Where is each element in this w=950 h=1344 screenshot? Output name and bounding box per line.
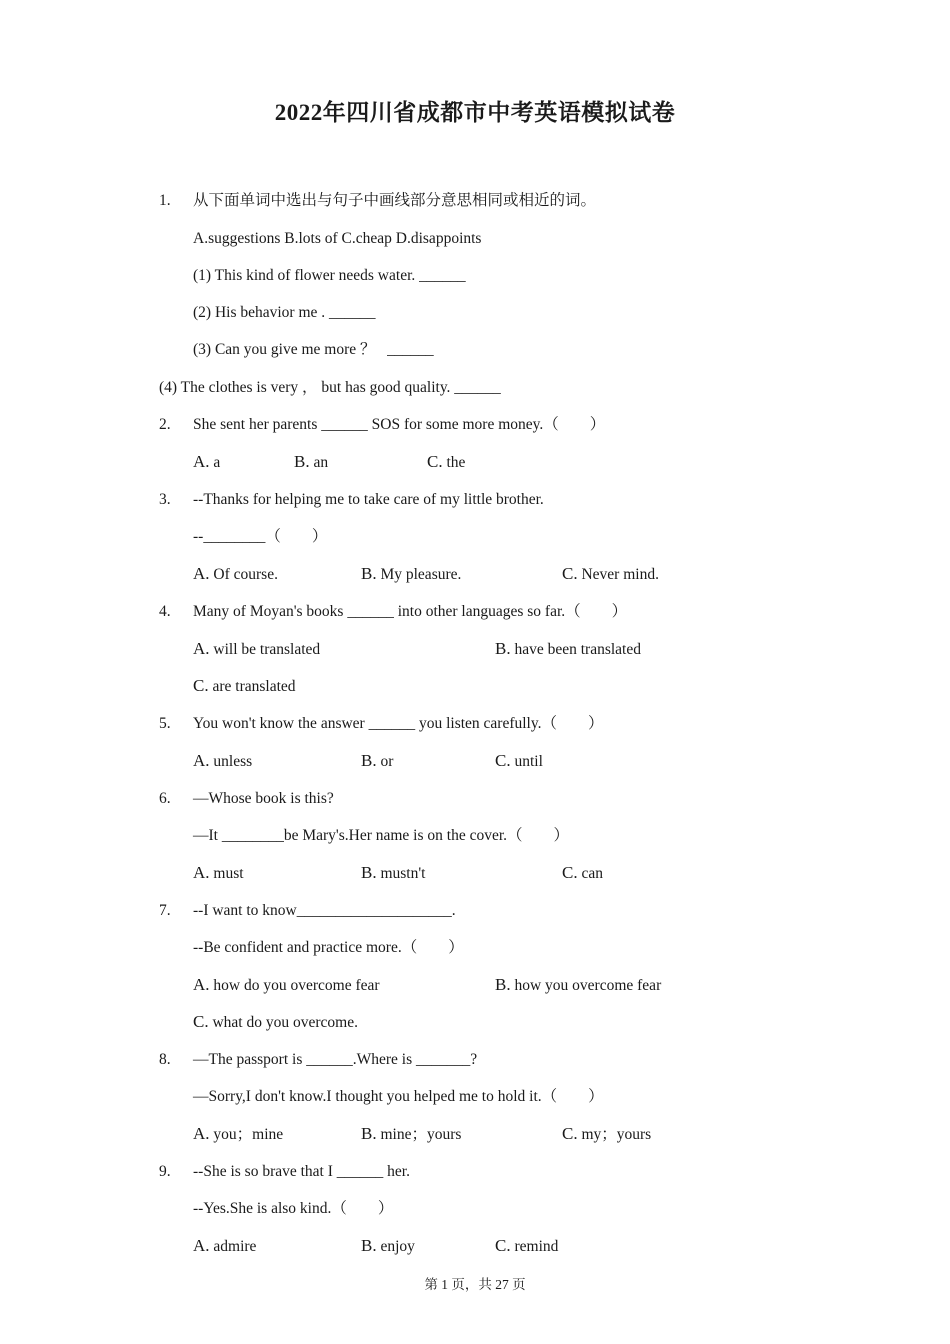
option-text: or [380,753,394,770]
question-stem: --She is so brave that I ______ her. [193,1163,410,1180]
option-a[interactable] [193,639,320,660]
option-b[interactable] [361,1236,415,1257]
question-stem-2: —Sorry,I don't know.I thought you helped me to hold it.（ ） [193,1088,604,1105]
page-title: 2022年四川省成都市中考英语模拟试卷 [274,100,676,125]
question-number: 7. [159,902,171,919]
question-prompt: 从下面单词中选出与句子中画线部分意思相同或相近的词。 [193,192,597,209]
question-number: 6. [159,790,171,807]
option-text: you；mine [213,1126,284,1143]
option-b[interactable] [361,564,461,585]
option-letter: C. [562,564,578,583]
option-letter: A. [193,751,210,770]
question-stem-2: --________（ ） [193,528,328,545]
option-letter: C. [427,452,443,471]
option-a[interactable] [193,1236,256,1257]
option-a[interactable] [193,751,252,772]
question-stem: You won't know the answer ______ you listen carefully.（ ） [193,715,604,732]
option-letter: A. [193,564,210,583]
question-number: 3. [159,491,171,508]
option-text: can [581,865,603,882]
option-text: how you overcome fear [514,977,662,994]
option-text: are translated [212,678,296,695]
option-letter: A. [193,1124,210,1143]
sentence-3: (3) Can you give me more ？ ______ [193,341,434,358]
question-stem: —The passport is ______.Where is _______? [193,1051,478,1068]
option-c[interactable] [495,751,543,772]
option-b[interactable] [361,863,425,884]
option-letter: B. [361,564,377,583]
option-letter: A. [193,452,210,471]
option-b[interactable] [495,975,661,996]
option-a[interactable] [193,863,244,884]
sentence-2: (2) His behavior me . ______ [193,304,376,321]
option-c[interactable] [427,452,465,473]
option-text: mustn't [380,865,426,882]
option-letter: C. [193,1012,209,1031]
option-letter: C. [495,751,511,770]
option-text: what do you overcome. [212,1014,358,1031]
option-c[interactable] [495,1236,558,1257]
option-text: My pleasure. [380,566,462,583]
question-number: 4. [159,603,171,620]
question-stem: Many of Moyan's books ______ into other languages so far.（ ） [193,603,628,620]
option-text: Never mind. [581,566,659,583]
option-c[interactable] [562,564,659,585]
question-stem-2: —It ________be Mary's.Her name is on the cover.（ ） [193,827,570,844]
question-number: 2. [159,416,171,433]
option-text: must [213,865,244,882]
option-letter: A. [193,639,210,658]
option-text: remind [514,1238,559,1255]
question-number: 5. [159,715,171,732]
option-text: will be translated [213,641,321,658]
word-choices: A.suggestions B.lots of C.cheap D.disappoints [193,230,482,247]
question-stem: —Whose book is this? [193,790,334,807]
option-letter: B. [495,975,511,994]
question-number: 8. [159,1051,171,1068]
option-letter: B. [361,1236,377,1255]
option-letter: B. [361,751,377,770]
option-a[interactable] [193,975,380,996]
option-text: an [313,454,329,471]
option-text: enjoy [380,1238,415,1255]
option-text: a [213,454,221,471]
question-stem: She sent her parents ______ SOS for some more money.（ ） [193,416,606,433]
option-letter: C. [562,1124,578,1143]
option-c[interactable] [193,1012,358,1033]
option-letter: A. [193,1236,210,1255]
option-b[interactable] [495,639,641,660]
option-letter: B. [294,452,310,471]
option-text: have been translated [514,641,641,658]
option-text: Of course. [213,566,278,583]
question-stem-2: --Yes.She is also kind.（ ） [193,1200,394,1217]
question-number: 9. [159,1163,171,1180]
option-c[interactable] [562,863,603,884]
option-b[interactable] [294,452,328,473]
option-letter: A. [193,863,210,882]
question-stem: --Thanks for helping me to take care of my little brother. [193,491,544,508]
question-stem: --I want to know____________________. [193,902,456,919]
option-text: admire [213,1238,257,1255]
option-text: how do you overcome fear [213,977,380,994]
option-b[interactable] [361,751,393,772]
option-letter: C. [193,676,209,695]
page-footer: 第 1 页，共 27 页 [424,1277,526,1292]
option-letter: B. [361,863,377,882]
option-text: the [446,454,466,471]
option-a[interactable] [193,1124,283,1145]
option-letter: C. [562,863,578,882]
question-number: 1. [159,192,171,209]
sentence-4: (4) The clothes is very ， but has good quality. ______ [159,379,501,396]
option-c[interactable] [562,1124,651,1145]
option-text: my；yours [581,1126,652,1143]
option-a[interactable] [193,564,278,585]
option-text: unless [213,753,253,770]
option-letter: B. [495,639,511,658]
option-letter: B. [361,1124,377,1143]
sentence-1: (1) This kind of flower needs water. ______ [193,267,466,284]
option-text: until [514,753,543,770]
option-c[interactable] [193,676,296,697]
question-stem-2: --Be confident and practice more.（ ） [193,939,464,956]
option-b[interactable] [361,1124,461,1145]
option-letter: C. [495,1236,511,1255]
option-letter: A. [193,975,210,994]
option-text: mine；yours [380,1126,462,1143]
option-a[interactable] [193,452,220,473]
